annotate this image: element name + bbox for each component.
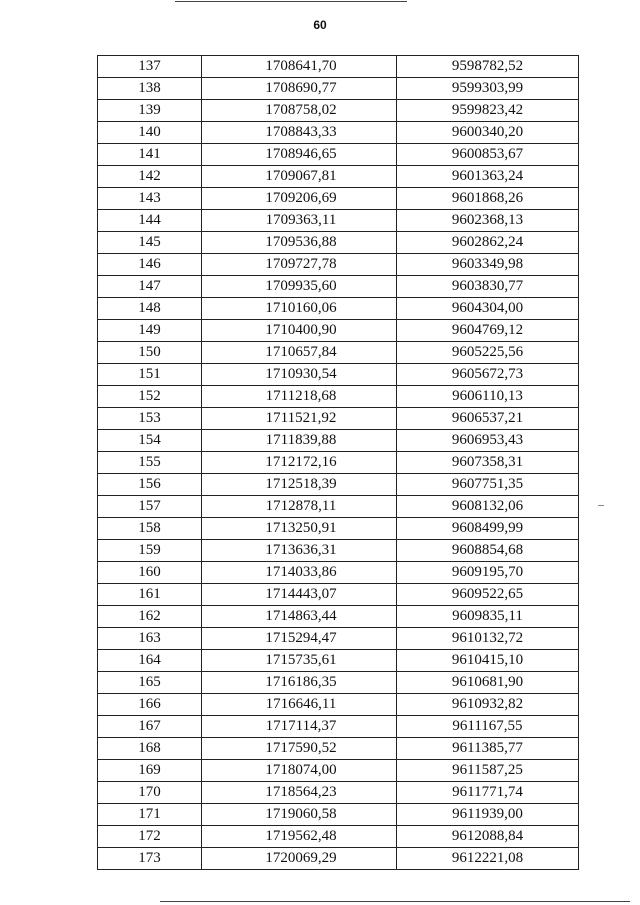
point-number-cell: 142 [98, 166, 202, 188]
y-coordinate-cell: 9609522,65 [397, 584, 579, 606]
point-number-cell: 153 [98, 408, 202, 430]
y-coordinate-cell: 9609195,70 [397, 562, 579, 584]
y-coordinate-cell: 9606537,21 [397, 408, 579, 430]
y-coordinate-cell: 9606953,43 [397, 430, 579, 452]
page-number: 60 [313, 18, 327, 32]
table-row [98, 188, 579, 210]
point-number-cell: 162 [98, 606, 202, 628]
y-coordinate-cell: 9600340,20 [397, 122, 579, 144]
point-number-cell: 157 [98, 496, 202, 518]
x-coordinate-cell: 1714033,86 [202, 562, 397, 584]
point-number-cell: 141 [98, 144, 202, 166]
table-row [98, 474, 579, 496]
x-coordinate-cell: 1712878,11 [202, 496, 397, 518]
y-coordinate-cell: 9610932,82 [397, 694, 579, 716]
x-coordinate-cell: 1715294,47 [202, 628, 397, 650]
x-coordinate-cell: 1710657,84 [202, 342, 397, 364]
x-coordinate-cell: 1708946,65 [202, 144, 397, 166]
table-row [98, 518, 579, 540]
y-coordinate-cell: 9604769,12 [397, 320, 579, 342]
table-row [98, 298, 579, 320]
y-coordinate-cell: 9608132,06 [397, 496, 579, 518]
table-row [98, 254, 579, 276]
point-number-cell: 166 [98, 694, 202, 716]
point-number-cell: 161 [98, 584, 202, 606]
y-coordinate-cell: 9611167,55 [397, 716, 579, 738]
table-row [98, 540, 579, 562]
point-number-cell: 147 [98, 276, 202, 298]
table-row [98, 122, 579, 144]
table-row [98, 650, 579, 672]
y-coordinate-cell: 9602368,13 [397, 210, 579, 232]
point-number-cell: 146 [98, 254, 202, 276]
point-number-cell: 170 [98, 782, 202, 804]
table-row [98, 496, 579, 518]
point-number-cell: 144 [98, 210, 202, 232]
y-coordinate-cell: 9598782,52 [397, 56, 579, 78]
y-coordinate-cell: 9599823,42 [397, 100, 579, 122]
x-coordinate-cell: 1718564,23 [202, 782, 397, 804]
point-number-cell: 151 [98, 364, 202, 386]
table-row [98, 386, 579, 408]
y-coordinate-cell: 9610415,10 [397, 650, 579, 672]
y-coordinate-cell: 9605672,73 [397, 364, 579, 386]
x-coordinate-cell: 1711839,88 [202, 430, 397, 452]
bottom-edge-line [160, 901, 630, 902]
table-row [98, 100, 579, 122]
point-number-cell: 164 [98, 650, 202, 672]
table-row [98, 716, 579, 738]
point-number-cell: 171 [98, 804, 202, 826]
table-row [98, 628, 579, 650]
y-coordinate-cell: 9610132,72 [397, 628, 579, 650]
point-number-cell: 160 [98, 562, 202, 584]
table-row [98, 408, 579, 430]
table-row [98, 694, 579, 716]
x-coordinate-cell: 1708758,02 [202, 100, 397, 122]
table-row [98, 342, 579, 364]
point-number-cell: 155 [98, 452, 202, 474]
y-coordinate-cell: 9599303,99 [397, 78, 579, 100]
point-number-cell: 156 [98, 474, 202, 496]
table-row [98, 320, 579, 342]
point-number-cell: 172 [98, 826, 202, 848]
table-row [98, 430, 579, 452]
y-coordinate-cell: 9603830,77 [397, 276, 579, 298]
x-coordinate-cell: 1720069,29 [202, 848, 397, 870]
table-row [98, 232, 579, 254]
x-coordinate-cell: 1712518,39 [202, 474, 397, 496]
y-coordinate-cell: 9611385,77 [397, 738, 579, 760]
y-coordinate-cell: 9608499,99 [397, 518, 579, 540]
x-coordinate-cell: 1717114,37 [202, 716, 397, 738]
x-coordinate-cell: 1709935,60 [202, 276, 397, 298]
x-coordinate-cell: 1711521,92 [202, 408, 397, 430]
x-coordinate-cell: 1716646,11 [202, 694, 397, 716]
point-number-cell: 145 [98, 232, 202, 254]
y-coordinate-cell: 9601868,26 [397, 188, 579, 210]
point-number-cell: 173 [98, 848, 202, 870]
table-row [98, 760, 579, 782]
y-coordinate-cell: 9611771,74 [397, 782, 579, 804]
x-coordinate-cell: 1709206,69 [202, 188, 397, 210]
scan-mark [598, 505, 604, 506]
y-coordinate-cell: 9608854,68 [397, 540, 579, 562]
y-coordinate-cell: 9611587,25 [397, 760, 579, 782]
x-coordinate-cell: 1717590,52 [202, 738, 397, 760]
point-number-cell: 158 [98, 518, 202, 540]
x-coordinate-cell: 1715735,61 [202, 650, 397, 672]
point-number-cell: 140 [98, 122, 202, 144]
point-number-cell: 165 [98, 672, 202, 694]
x-coordinate-cell: 1709536,88 [202, 232, 397, 254]
x-coordinate-cell: 1710400,90 [202, 320, 397, 342]
x-coordinate-cell: 1713250,91 [202, 518, 397, 540]
point-number-cell: 168 [98, 738, 202, 760]
table-row [98, 672, 579, 694]
y-coordinate-cell: 9602862,24 [397, 232, 579, 254]
table-row [98, 738, 579, 760]
point-number-cell: 143 [98, 188, 202, 210]
x-coordinate-cell: 1709363,11 [202, 210, 397, 232]
x-coordinate-cell: 1708641,70 [202, 56, 397, 78]
y-coordinate-cell: 9600853,67 [397, 144, 579, 166]
point-number-cell: 169 [98, 760, 202, 782]
x-coordinate-cell: 1719562,48 [202, 826, 397, 848]
x-coordinate-cell: 1713636,31 [202, 540, 397, 562]
y-coordinate-cell: 9612088,84 [397, 826, 579, 848]
y-coordinate-cell: 9607751,35 [397, 474, 579, 496]
y-coordinate-cell: 9605225,56 [397, 342, 579, 364]
x-coordinate-cell: 1709067,81 [202, 166, 397, 188]
point-number-cell: 138 [98, 78, 202, 100]
x-coordinate-cell: 1708843,33 [202, 122, 397, 144]
y-coordinate-cell: 9607358,31 [397, 452, 579, 474]
point-number-cell: 139 [98, 100, 202, 122]
y-coordinate-cell: 9609835,11 [397, 606, 579, 628]
coordinates-table [97, 55, 579, 870]
x-coordinate-cell: 1711218,68 [202, 386, 397, 408]
table-row [98, 804, 579, 826]
y-coordinate-cell: 9603349,98 [397, 254, 579, 276]
top-edge-line [175, 1, 407, 2]
point-number-cell: 150 [98, 342, 202, 364]
table-row [98, 584, 579, 606]
y-coordinate-cell: 9604304,00 [397, 298, 579, 320]
y-coordinate-cell: 9606110,13 [397, 386, 579, 408]
x-coordinate-cell: 1719060,58 [202, 804, 397, 826]
point-number-cell: 137 [98, 56, 202, 78]
table-row [98, 562, 579, 584]
y-coordinate-cell: 9611939,00 [397, 804, 579, 826]
x-coordinate-cell: 1708690,77 [202, 78, 397, 100]
table-row [98, 144, 579, 166]
point-number-cell: 148 [98, 298, 202, 320]
y-coordinate-cell: 9610681,90 [397, 672, 579, 694]
table-row [98, 782, 579, 804]
x-coordinate-cell: 1714863,44 [202, 606, 397, 628]
x-coordinate-cell: 1709727,78 [202, 254, 397, 276]
table-row [98, 56, 579, 78]
point-number-cell: 159 [98, 540, 202, 562]
x-coordinate-cell: 1714443,07 [202, 584, 397, 606]
x-coordinate-cell: 1712172,16 [202, 452, 397, 474]
table-row [98, 606, 579, 628]
table-row [98, 210, 579, 232]
table-row [98, 166, 579, 188]
table-row [98, 364, 579, 386]
table-row [98, 276, 579, 298]
point-number-cell: 154 [98, 430, 202, 452]
x-coordinate-cell: 1710160,06 [202, 298, 397, 320]
x-coordinate-cell: 1716186,35 [202, 672, 397, 694]
point-number-cell: 167 [98, 716, 202, 738]
table-row [98, 826, 579, 848]
table-row [98, 848, 579, 870]
y-coordinate-cell: 9612221,08 [397, 848, 579, 870]
x-coordinate-cell: 1718074,00 [202, 760, 397, 782]
x-coordinate-cell: 1710930,54 [202, 364, 397, 386]
point-number-cell: 163 [98, 628, 202, 650]
table-row [98, 78, 579, 100]
coordinates-table-body [98, 56, 579, 870]
y-coordinate-cell: 9601363,24 [397, 166, 579, 188]
table-row [98, 452, 579, 474]
point-number-cell: 152 [98, 386, 202, 408]
point-number-cell: 149 [98, 320, 202, 342]
